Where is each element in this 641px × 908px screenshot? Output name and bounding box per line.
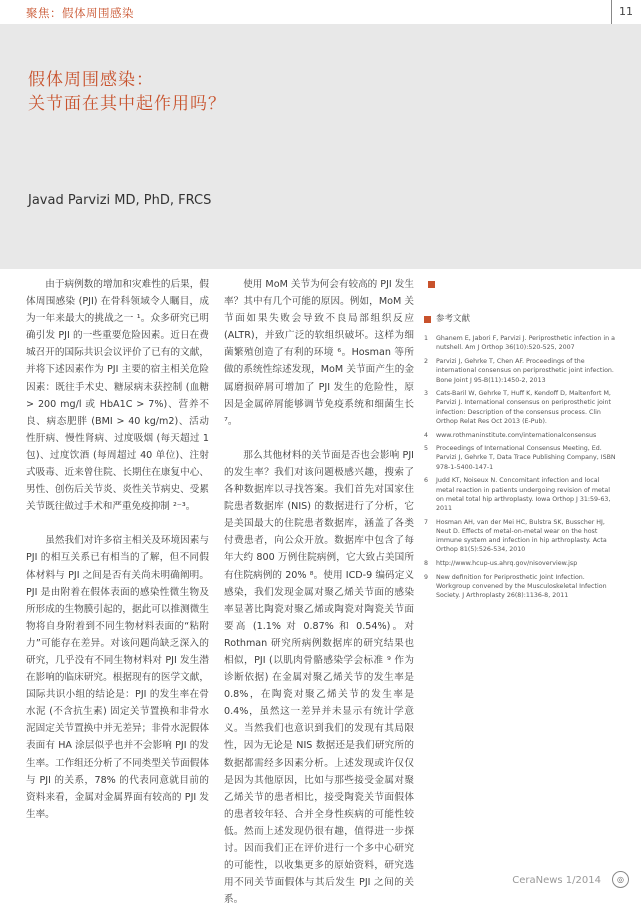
reference-text: Ghanem E, Jabori F, Parvizi J. Periprosthetic infection in a nutshell. Am J Orthop 36(10):520-525, 2007 [436, 335, 615, 352]
top-header-bar [0, 0, 641, 24]
reference-item [424, 444, 616, 472]
paragraph-end [424, 276, 616, 293]
author-byline: Javad Parvizi MD, PhD, FRCS [28, 193, 212, 208]
header-divider [611, 0, 612, 24]
reference-number: 9 [424, 573, 429, 581]
reference-number: 1 [424, 335, 429, 343]
reference-text: Cats-Baril W, Gehrke T, Huff K, Kendoff D, Maltenfort M, Parvizi J. International consensus on periprosthetic joint infection: Description of the consensus process. Clin Orthop Relat Res Oct 2013 (E-Pub). [436, 390, 612, 425]
reference-text: www.rothmaninstitute.com/internationalconsensus [436, 431, 597, 439]
reference-number: 4 [424, 431, 429, 439]
references-bullet-icon [424, 316, 431, 323]
reference-number: 2 [424, 358, 429, 366]
title-line-1: 假体周围感染： [28, 70, 154, 90]
reference-item [424, 518, 616, 555]
paragraph-4: 那么其他材料的关节面是否也会影响 PJI 的发生率？我们对该问题极感兴趣，搜索了各种数据库以寻找答案。我们首先对国家住院患者数据库 (NIS) 的数据进行了分析，它是美国最大的住院患者数据库，涵盖了各类付费患者，向公众开放。数据库中包含了每年大约 800 万例住院病例，它大致占美国所有住院病例的 20% ⁸。使用 ICD-9 编码定义感染，我们发现金属对聚乙烯关节面的感染率显著比陶瓷对聚乙烯或陶瓷对陶瓷关节面要高 (1.1% 对 0.87% 和 0.54%)。对 Rothman 研究所病例数据库的研究结果也相似，PJI (以肌肉骨骼感染学会标准 ⁹ 作为诊断依据) 在金属对聚乙烯关节的发生率是 0.8%，在陶瓷对聚乙烯关节的发生率是 0.4%，虽然这一差异并未显示有统计学意义。当然我们也意识到我们的发现有其局限性，因为无论是 NIS 数据还是我们研究所的数据都需经多因素分析。上述发现或许仅仅是因为其他原因，比如与那些接受金属对聚乙烯关节的患者相比，接受陶瓷关节面假体的患者较年轻、合并全身性疾病的可能性较低。然而上述发现仍很有趣，值得进一步探讨。因而我们正在评价进行一个多中心研究的可能性，以收集更多的原始资料，研究选用不同关节面假体与其后发生 PJI 之间的关系。 [224, 449, 414, 906]
references-heading [424, 311, 616, 328]
reference-text: Judd KT, Noiseux N. Concomitant infection and local metal reaction in patients undergoing revision of metal on metal total hip arthroplasty. Iowa Orthop J 31:59-63, 2011 [436, 477, 611, 512]
title-banner [0, 24, 641, 269]
paragraph-3: 使用 MoM 关节为何会有较高的 PJI 发生率？其中有几个可能的原因。例如，MoM 关节面如果失败会导致不良局部组织反应 (ALTR)，并致广泛的软组织破坏。这样为细菌繁殖创造了有利的环境 ⁶。Hosman 等所做的系统性综述发现，MoM 关节面产生的金属磨损碎屑可增加了 PJI 发生的危险性，原因是金属碎屑能够调节免疫系统和细菌生长 ⁷。 [224, 279, 414, 427]
reference-item [424, 573, 616, 601]
reference-item [424, 476, 616, 513]
column-1 [26, 276, 209, 823]
reference-text: New definition for Periprosthetic Joint Infection. Workgroup convened by the Musculoskeletal Infection Society. J Arthroplasty 26(8):1136-8, 2011 [436, 573, 607, 600]
reference-text: Proceedings of International Consensus Meeting, Ed. Parvizi J, Gehrke T, Data Trace Publishing Company, ISBN 978-1-5400-147-1 [436, 445, 616, 471]
paragraph-2: 虽然我们对许多宿主相关及环境因素与 PJI 的相互关系已有相当的了解，但不同假体材料与 PJI 之间是否有关尚未明确阐明。PJI 是由附着在假体表面的感染性微生物及所形成的生物膜引起的，据此可以推测微生物将自身附着到不同生物材料表面的“粘附力”可能存在差异。对该问题尚缺乏深入的研究，几乎没有不同生物材料对 PJI 发生潜在影响的临床研究。根据现有的医学文献，国际共识小组的结论是：PJI 的发生率在骨水泥 (不含抗生素) 固定关节置换和非骨水泥固定关节置换中并无差异；非骨水泥假体表面有 HA 涂层似乎也并不会影响 PJI 的发生率。工作组还分析了不同类型关节面假体与 PJI 的关系，78% 的代表同意就目前的资料来看，金属对金属界面有较高的 PJI 发生率。 [26, 535, 209, 820]
reference-number: 3 [424, 390, 429, 398]
footer-journal: CeraNews 1/2014 [512, 875, 601, 886]
reference-item [424, 357, 616, 385]
reference-item[interactable] [424, 431, 616, 440]
reference-text: Parvizi J, Gehrke T, Chen AF. Proceedings of the international consensus on periprosthetic joint infection. Bone Joint J 95-B(11):1450-2, 2013 [436, 358, 614, 384]
reference-item [424, 334, 616, 352]
title-line-2: 关节面在其中起作用吗？ [28, 94, 226, 114]
paragraph-1: 由于病例数的增加和灾难性的后果，假体周围感染 (PJI) 在骨科领域令人瞩目，成为一年来最大的挑战之一 ¹。众多研究已明确引发 PJI 的一些重要危险因素。近日在费城召开的国际共识会议评价了已有的文献，并将下述因素作为 PJI 主要的宿主相关危险因素：既往手术史、糖尿病未获控制 (血糖 > 200 mg/l 或 HbA1C > 7%)、营养不良、病态肥胖 (BMI > 40 kg/m2)、活动性肝病、慢性肾病、过度吸烟 (每天超过 1 包)、过度饮酒 (每周超过 40 单位)、注射式吸毒、近来曾住院、长期住在康复中心、男性、创伤后关节炎、炎性关节病史、受累关节既往做过手术和严重免疫抑制 ²⁻³。 [26, 279, 209, 513]
reference-item [424, 389, 616, 426]
reference-text: Hosman AH, van der Mei HC, Bulstra SK, Busscher HJ, Neut D. Effects of metal-on-metal wear on the host immune system and infection in hip arthroplasty. Acta Orthop 81(5):526-534, 2010 [436, 518, 607, 554]
column-2 [224, 276, 414, 908]
article-title [28, 68, 226, 116]
end-of-article-icon [428, 281, 435, 288]
reference-number: 8 [424, 559, 429, 567]
section-label: 聚焦：假体周围感染 [26, 6, 134, 20]
reference-list [424, 334, 616, 600]
reference-number: 5 [424, 445, 429, 453]
reference-text: http://www.hcup-us.ahrq.gov/nisoverview.jsp [436, 559, 578, 567]
reference-number: 7 [424, 518, 429, 526]
publisher-logo-icon: ◎ [612, 871, 629, 888]
page-number: 11 [619, 5, 633, 18]
reference-item[interactable] [424, 559, 616, 568]
column-3 [424, 276, 616, 605]
reference-number: 6 [424, 477, 429, 485]
references-heading-text: 参考文献 [436, 314, 471, 325]
